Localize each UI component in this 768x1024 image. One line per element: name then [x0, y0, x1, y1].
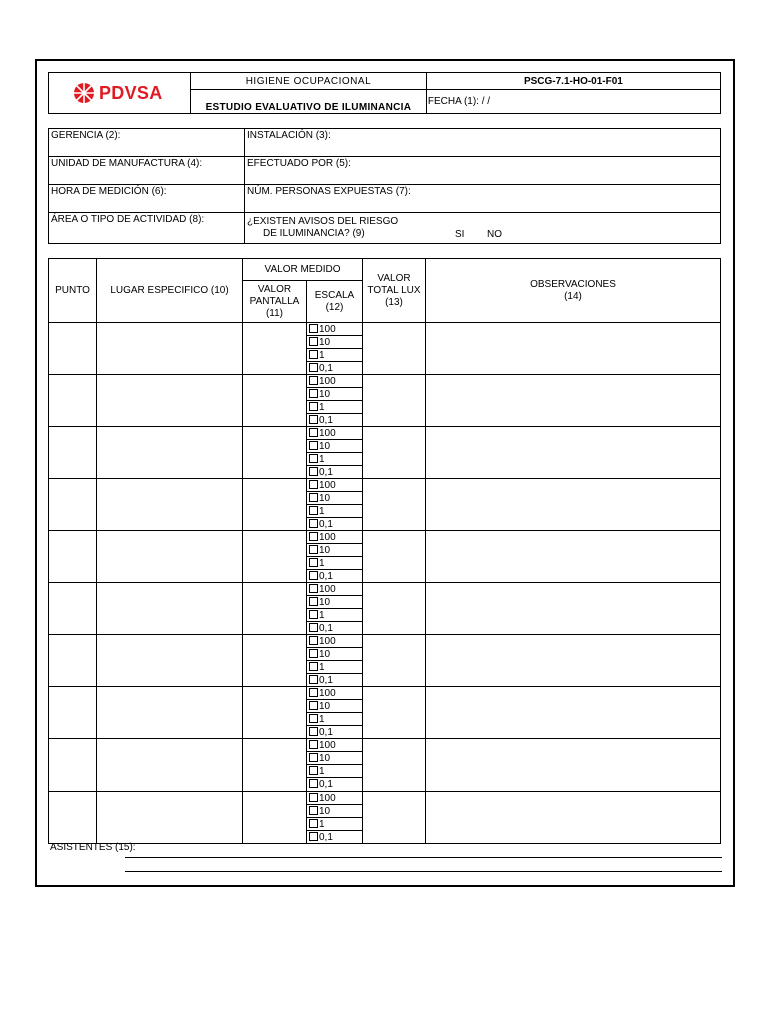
- lugar-cell[interactable]: [97, 739, 243, 792]
- scale-option-label: 1: [319, 713, 325, 725]
- escala-cell: [307, 479, 363, 531]
- scale-option[interactable]: [307, 726, 362, 739]
- scale-option-label: 10: [319, 752, 331, 764]
- col-escala-line1: ESCALA: [314, 289, 355, 301]
- col-total-line2: TOTAL LUX: [367, 284, 421, 296]
- punto-cell[interactable]: [49, 323, 97, 375]
- lugar-cell[interactable]: [97, 375, 243, 427]
- col-total-line3: (13): [385, 296, 403, 308]
- lugar-cell[interactable]: [97, 583, 243, 635]
- table-row: [49, 792, 721, 844]
- scale-option[interactable]: [307, 479, 362, 492]
- scale-option[interactable]: [307, 453, 362, 466]
- scale-option[interactable]: [307, 805, 362, 818]
- escala-cell: [307, 531, 363, 583]
- col-pantalla-line2: PANTALLA: [249, 295, 300, 307]
- escala-cell: [307, 583, 363, 635]
- scale-option[interactable]: [307, 752, 362, 765]
- scale-option[interactable]: [307, 765, 362, 778]
- checkbox-icon[interactable]: [309, 779, 318, 788]
- scale-option[interactable]: [307, 440, 362, 453]
- table-row: [49, 739, 721, 792]
- scale-option-label: 100: [319, 427, 336, 439]
- scale-option[interactable]: [307, 674, 362, 687]
- pantalla-cell[interactable]: [243, 479, 307, 531]
- checkbox-icon[interactable]: [309, 701, 318, 710]
- scale-option[interactable]: [307, 375, 362, 388]
- scale-option-label: 1: [319, 557, 325, 569]
- pantalla-cell[interactable]: [243, 792, 307, 844]
- table-row: [49, 323, 721, 375]
- scale-options: [307, 323, 362, 374]
- checkbox-icon[interactable]: [309, 688, 318, 697]
- scale-option[interactable]: [307, 531, 362, 544]
- checkbox-icon[interactable]: [309, 597, 318, 606]
- scale-option[interactable]: [307, 401, 362, 414]
- form-title: HIGIENE OCUPACIONAL: [190, 73, 426, 90]
- col-punto-header: PUNTO: [49, 259, 97, 323]
- scale-option-label: 1: [319, 661, 325, 673]
- lugar-cell[interactable]: [97, 531, 243, 583]
- checkbox-icon[interactable]: [309, 545, 318, 554]
- logo-cell: [49, 73, 191, 114]
- checkbox-icon[interactable]: [309, 753, 318, 762]
- scale-option-label: 100: [319, 739, 336, 751]
- checkbox-icon[interactable]: [309, 558, 318, 567]
- obs-cell[interactable]: [426, 792, 721, 844]
- checkbox-icon[interactable]: [309, 636, 318, 645]
- col-pantalla-header: [243, 281, 307, 323]
- scale-option[interactable]: [307, 518, 362, 531]
- scale-option-label: 0,1: [319, 778, 333, 790]
- checkbox-icon[interactable]: [309, 740, 318, 749]
- scale-option[interactable]: [307, 349, 362, 362]
- col-obs-header: [426, 259, 721, 323]
- punto-cell[interactable]: [49, 375, 97, 427]
- checkbox-icon[interactable]: [309, 415, 318, 424]
- total-cell[interactable]: [363, 792, 426, 844]
- checkbox-icon[interactable]: [309, 819, 318, 828]
- total-cell[interactable]: [363, 635, 426, 687]
- lugar-cell[interactable]: [97, 427, 243, 479]
- scale-option-label: 0,1: [319, 518, 333, 530]
- checkbox-icon[interactable]: [309, 337, 318, 346]
- escala-cell: [307, 375, 363, 427]
- scale-option-label: 100: [319, 323, 336, 335]
- form-code: PSCG-7.1-HO-01-F01: [426, 73, 720, 90]
- scale-option[interactable]: [307, 362, 362, 375]
- scale-option-label: 1: [319, 505, 325, 517]
- scale-option[interactable]: [307, 505, 362, 518]
- scale-option-label: 1: [319, 818, 325, 830]
- scale-option-label: 10: [319, 388, 331, 400]
- table-row: [49, 531, 721, 583]
- punto-cell[interactable]: [49, 792, 97, 844]
- checkbox-icon[interactable]: [309, 806, 318, 815]
- checkbox-icon[interactable]: [309, 454, 318, 463]
- scale-option-label: 0,1: [319, 831, 333, 843]
- scale-options: [307, 687, 362, 738]
- checkbox-icon[interactable]: [309, 493, 318, 502]
- obs-cell[interactable]: [426, 323, 721, 375]
- pdvsa-logo: [73, 82, 163, 104]
- scale-options: [307, 479, 362, 530]
- total-cell[interactable]: [363, 375, 426, 427]
- scale-option-label: 100: [319, 635, 336, 647]
- scale-option-label: 1: [319, 453, 325, 465]
- scale-option-label: 100: [319, 479, 336, 491]
- checkbox-icon[interactable]: [309, 727, 318, 736]
- scale-option[interactable]: [307, 818, 362, 831]
- total-cell[interactable]: [363, 583, 426, 635]
- punto-cell[interactable]: [49, 635, 97, 687]
- checkbox-icon[interactable]: [309, 532, 318, 541]
- lugar-cell[interactable]: [97, 792, 243, 844]
- scale-options: [307, 583, 362, 634]
- total-cell[interactable]: [363, 687, 426, 739]
- table-row: [49, 635, 721, 687]
- table-row: [49, 687, 721, 739]
- col-valor-medido-header: VALOR MEDIDO: [243, 259, 363, 281]
- total-cell[interactable]: [363, 427, 426, 479]
- checkbox-icon[interactable]: [309, 506, 318, 515]
- avisos-no-option[interactable]: NO: [487, 229, 502, 240]
- col-escala-header: [307, 281, 363, 323]
- checkbox-icon[interactable]: [309, 793, 318, 802]
- scale-option-label: 1: [319, 609, 325, 621]
- checkbox-icon[interactable]: [309, 441, 318, 450]
- checkbox-icon[interactable]: [309, 480, 318, 489]
- checkbox-icon[interactable]: [309, 467, 318, 476]
- table-row: [49, 375, 721, 427]
- checkbox-icon[interactable]: [309, 389, 318, 398]
- escala-cell: [307, 323, 363, 375]
- checkbox-icon[interactable]: [309, 402, 318, 411]
- asistentes-line-2[interactable]: [125, 871, 722, 872]
- checkbox-icon[interactable]: [309, 350, 318, 359]
- scale-options: [307, 792, 362, 843]
- checkbox-icon[interactable]: [309, 714, 318, 723]
- scale-options: [307, 427, 362, 478]
- scale-option-label: 10: [319, 700, 331, 712]
- scale-option[interactable]: [307, 831, 362, 844]
- scale-option[interactable]: [307, 739, 362, 752]
- pantalla-cell[interactable]: [243, 583, 307, 635]
- personas-field[interactable]: NÚM. PERSONAS EXPUESTAS (7):: [245, 185, 721, 213]
- scale-option-label: 10: [319, 336, 331, 348]
- area-field[interactable]: ÁREA O TIPO DE ACTIVIDAD (8):: [49, 213, 245, 244]
- col-pantalla-line3: (11): [265, 307, 284, 319]
- obs-cell[interactable]: [426, 375, 721, 427]
- checkbox-icon[interactable]: [309, 675, 318, 684]
- scale-option-label: 10: [319, 805, 331, 817]
- avisos-question-line1: ¿EXISTEN AVISOS DEL RIESGO: [247, 216, 399, 227]
- scale-option[interactable]: [307, 388, 362, 401]
- obs-cell[interactable]: [426, 583, 721, 635]
- info-table: [48, 128, 721, 244]
- col-total-line1: VALOR: [377, 272, 411, 284]
- scale-option[interactable]: [307, 661, 362, 674]
- asistentes-label: ASISTENTES (15):: [50, 842, 136, 853]
- checkbox-icon[interactable]: [309, 610, 318, 619]
- scale-option[interactable]: [307, 687, 362, 700]
- scale-option[interactable]: [307, 792, 362, 805]
- checkbox-icon[interactable]: [309, 363, 318, 372]
- table-row: [49, 583, 721, 635]
- total-cell[interactable]: [363, 479, 426, 531]
- scale-option[interactable]: [307, 609, 362, 622]
- scale-option-label: 10: [319, 648, 331, 660]
- scale-options: [307, 739, 362, 790]
- scale-option[interactable]: [307, 544, 362, 557]
- scale-option-label: 10: [319, 544, 331, 556]
- asistentes-line-1[interactable]: [125, 857, 722, 858]
- scale-options: [307, 635, 362, 686]
- punto-cell[interactable]: [49, 479, 97, 531]
- scale-option-label: 0,1: [319, 726, 333, 738]
- scale-option-label: 0,1: [319, 570, 333, 582]
- scale-options: [307, 375, 362, 426]
- scale-option-label: 10: [319, 596, 331, 608]
- lugar-cell[interactable]: [97, 479, 243, 531]
- unidad-field[interactable]: UNIDAD DE MANUFACTURA (4):: [49, 157, 245, 185]
- scale-option-label: 0,1: [319, 466, 333, 478]
- punto-cell[interactable]: [49, 583, 97, 635]
- scale-option-label: 100: [319, 792, 336, 804]
- scale-option-label: 0,1: [319, 674, 333, 686]
- pantalla-cell[interactable]: [243, 687, 307, 739]
- avisos-question-line2: DE ILUMINANCIA? (9): [263, 228, 365, 239]
- escala-cell: [307, 427, 363, 479]
- escala-cell: [307, 687, 363, 739]
- obs-cell[interactable]: [426, 687, 721, 739]
- pantalla-cell[interactable]: [243, 323, 307, 375]
- escala-cell: [307, 792, 363, 844]
- scale-option-label: 100: [319, 375, 336, 387]
- lugar-cell[interactable]: [97, 687, 243, 739]
- instalacion-field[interactable]: INSTALACIÓN (3):: [245, 129, 721, 157]
- checkbox-icon[interactable]: [309, 376, 318, 385]
- scale-option[interactable]: [307, 648, 362, 661]
- obs-cell[interactable]: [426, 479, 721, 531]
- scale-option-label: 1: [319, 349, 325, 361]
- obs-cell[interactable]: [426, 531, 721, 583]
- checkbox-icon[interactable]: [309, 519, 318, 528]
- col-obs-line1: OBSERVACIONES: [530, 278, 616, 290]
- header-table: [48, 72, 721, 114]
- scale-option-label: 100: [319, 531, 336, 543]
- punto-cell[interactable]: [49, 531, 97, 583]
- pdvsa-sun-icon: [73, 82, 95, 104]
- scale-option[interactable]: [307, 778, 362, 791]
- date-field[interactable]: FECHA (1): / /: [426, 90, 720, 114]
- checkbox-icon[interactable]: [309, 584, 318, 593]
- pantalla-cell[interactable]: [243, 739, 307, 792]
- punto-cell[interactable]: [49, 739, 97, 792]
- scale-option[interactable]: [307, 323, 362, 336]
- scale-option[interactable]: [307, 557, 362, 570]
- scale-option-label: 10: [319, 440, 331, 452]
- logo-text: PDVSA: [99, 82, 163, 103]
- col-total-header: [363, 259, 426, 323]
- checkbox-icon[interactable]: [309, 662, 318, 671]
- checkbox-icon[interactable]: [309, 623, 318, 632]
- col-escala-line2: (12): [325, 301, 344, 313]
- total-cell[interactable]: [363, 323, 426, 375]
- table-row: [49, 479, 721, 531]
- escala-cell: [307, 739, 363, 792]
- punto-cell[interactable]: [49, 687, 97, 739]
- obs-cell[interactable]: [426, 635, 721, 687]
- avisos-field[interactable]: [245, 213, 721, 244]
- checkbox-icon[interactable]: [309, 324, 318, 333]
- escala-cell: [307, 635, 363, 687]
- checkbox-icon[interactable]: [309, 766, 318, 775]
- scale-option-label: 0,1: [319, 414, 333, 426]
- scale-option-label: 100: [319, 583, 336, 595]
- lugar-cell[interactable]: [97, 635, 243, 687]
- pantalla-cell[interactable]: [243, 375, 307, 427]
- scale-option[interactable]: [307, 635, 362, 648]
- col-obs-line2: (14): [564, 290, 582, 302]
- total-cell[interactable]: [363, 739, 426, 792]
- checkbox-icon[interactable]: [309, 428, 318, 437]
- scale-options: [307, 531, 362, 582]
- scale-option[interactable]: [307, 492, 362, 505]
- checkbox-icon[interactable]: [309, 571, 318, 580]
- scale-option[interactable]: [307, 570, 362, 583]
- col-lugar-header: LUGAR ESPECIFICO (10): [97, 259, 243, 323]
- scale-option-label: 1: [319, 401, 325, 413]
- col-pantalla-line1: VALOR: [257, 283, 292, 295]
- form-subtitle: ESTUDIO EVALUATIVO DE ILUMINANCIA: [190, 90, 426, 114]
- checkbox-icon[interactable]: [309, 832, 318, 841]
- scale-option[interactable]: [307, 622, 362, 635]
- scale-option-label: 1: [319, 765, 325, 777]
- scale-option[interactable]: [307, 596, 362, 609]
- pantalla-cell[interactable]: [243, 635, 307, 687]
- scale-option[interactable]: [307, 427, 362, 440]
- obs-cell[interactable]: [426, 427, 721, 479]
- measurement-table: [48, 258, 721, 844]
- scale-option-label: 0,1: [319, 362, 333, 374]
- scale-option[interactable]: [307, 583, 362, 596]
- scale-option-label: 10: [319, 492, 331, 504]
- table-row: [49, 427, 721, 479]
- scale-option[interactable]: [307, 466, 362, 479]
- scale-option[interactable]: [307, 700, 362, 713]
- scale-option-label: 0,1: [319, 622, 333, 634]
- efectuado-field[interactable]: EFECTUADO POR (5):: [245, 157, 721, 185]
- pantalla-cell[interactable]: [243, 531, 307, 583]
- scale-option[interactable]: [307, 336, 362, 349]
- obs-cell[interactable]: [426, 739, 721, 792]
- scale-option[interactable]: [307, 713, 362, 726]
- pantalla-cell[interactable]: [243, 427, 307, 479]
- punto-cell[interactable]: [49, 427, 97, 479]
- scale-option[interactable]: [307, 414, 362, 427]
- lugar-cell[interactable]: [97, 323, 243, 375]
- scale-option-label: 100: [319, 687, 336, 699]
- checkbox-icon[interactable]: [309, 649, 318, 658]
- hora-field[interactable]: HORA DE MEDICIÓN (6):: [49, 185, 245, 213]
- avisos-si-option[interactable]: SI: [455, 229, 465, 240]
- total-cell[interactable]: [363, 531, 426, 583]
- gerencia-field[interactable]: GERENCIA (2):: [49, 129, 245, 157]
